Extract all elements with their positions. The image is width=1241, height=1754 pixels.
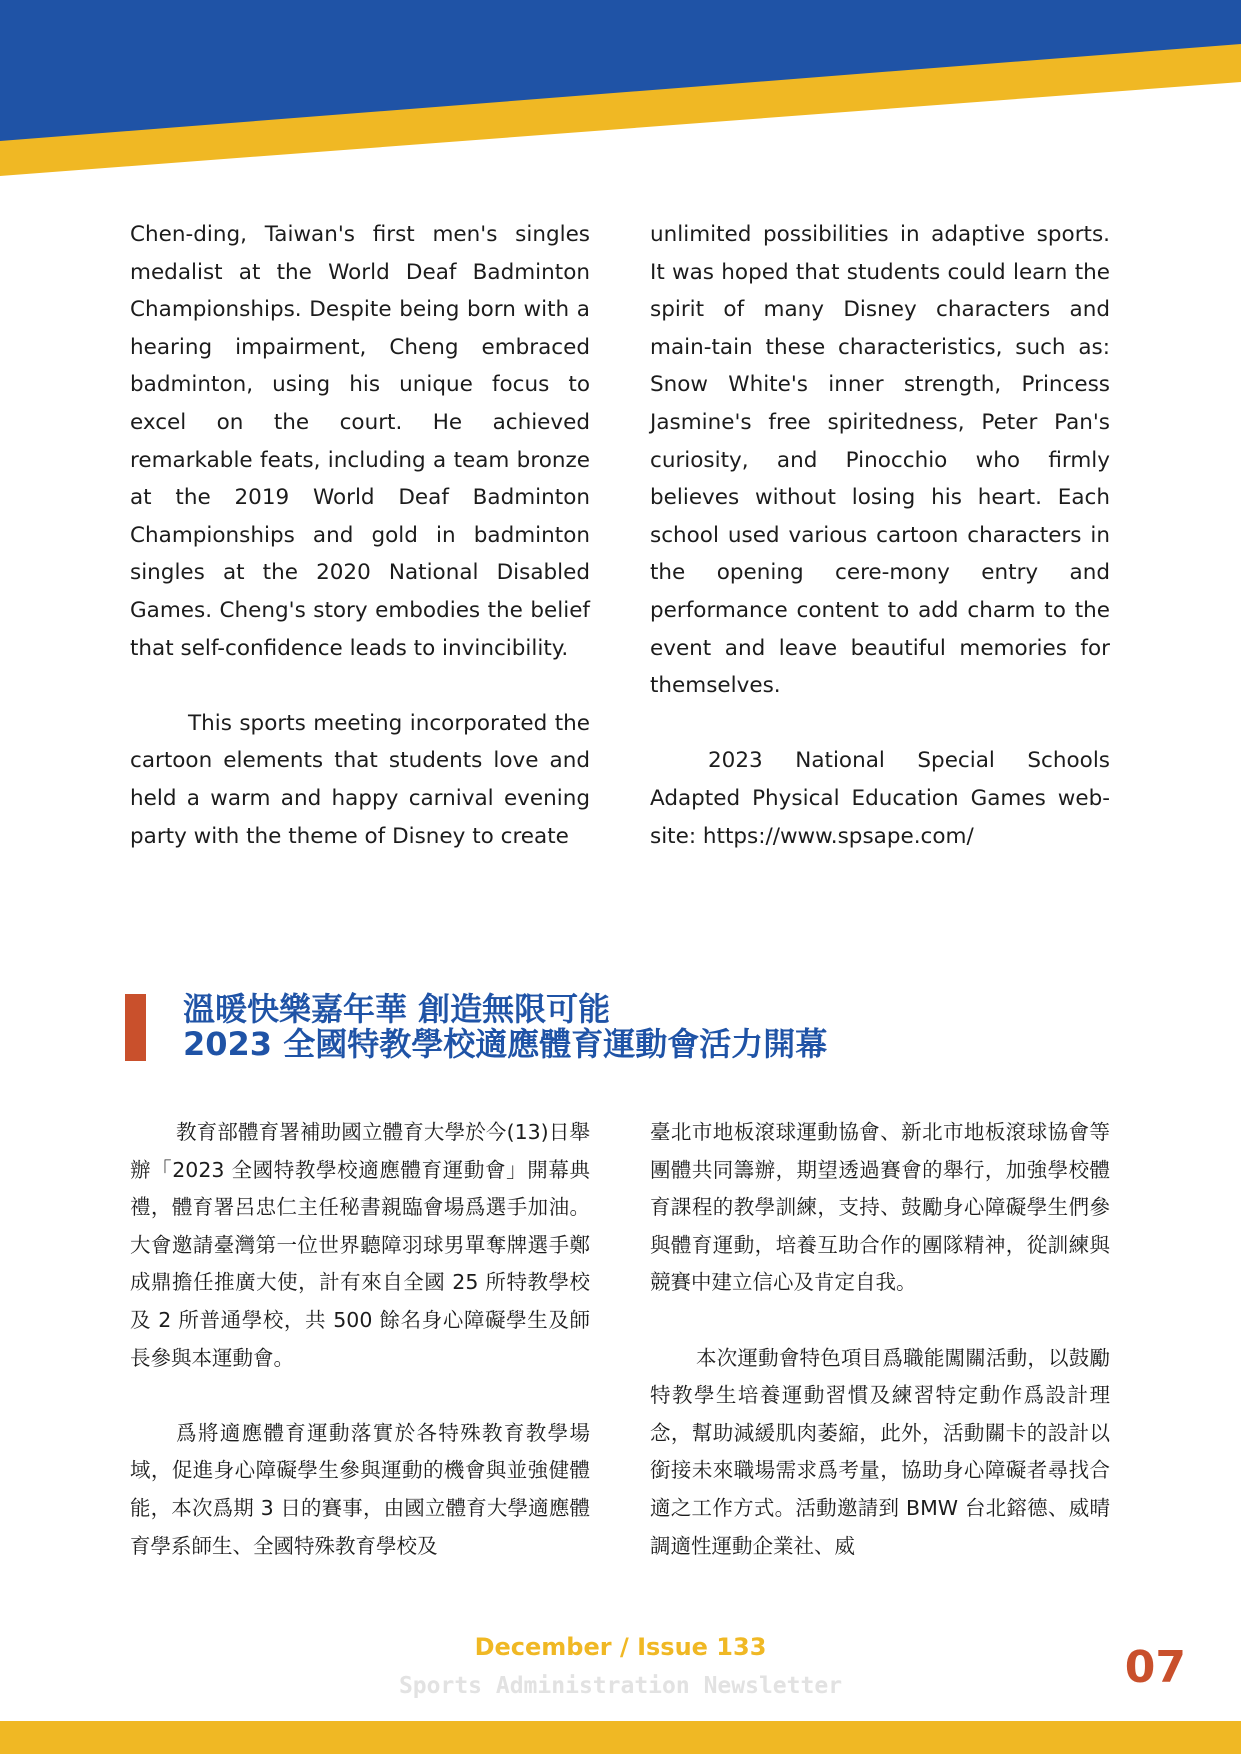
- english-paragraph: 2023 National Special Schools Adapted Physical Education Games web-site: https://www.spsape.com/: [650, 748, 1110, 849]
- header-banner: [0, 0, 1241, 180]
- chinese-paragraph: 本次運動會特色項目爲職能闖關活動，以鼓勵特教學生培養運動習慣及練習特定動作爲設計理念，幫助減緩肌肉萎縮，此外，活動關卡的設計以銜接未來職場需求爲考量，協助身心障礙者尋找合適之工作方式。活動邀請到 BMW 台北鎔德、威晴調適性運動企業社、威: [650, 1345, 1110, 1558]
- footer-newsletter-name: Sports Administration Newsletter: [398, 1673, 843, 1699]
- section-title-line2: 2023 全國特教學校適應體育運動會活力開幕: [183, 1025, 828, 1063]
- section-accent-bar: [125, 994, 146, 1061]
- english-column-right: [650, 216, 1110, 855]
- chinese-paragraph: 爲將適應體育運動落實於各特殊教育教學場域，促進身心障礙學生參與運動的機會與並強健體能，本次爲期 3 日的賽事，由國立體育大學適應體育學系師生、全國特殊教育學校及: [130, 1420, 590, 1558]
- chinese-paragraph: 教育部體育署補助國立體育大學於今(13)日舉辦「2023 全國特教學校適應體育運動會」開幕典禮，體育署呂忠仁主任秘書親臨會場爲選手加油。大會邀請臺灣第一位世界聽障羽球男單奪牌選手鄭成鼎擔任推廣大使，計有來自全國 25 所特教學校及 2 所普通學校，共 500 餘名身心障礙學生及師長參與本運動會。: [130, 1120, 590, 1370]
- page-number: 07: [1124, 1642, 1186, 1693]
- section-title-line1: 溫暖快樂嘉年華 創造無限可能: [183, 990, 611, 1028]
- chinese-paragraph: 臺北市地板滾球運動協會、新北市地板滾球協會等團體共同籌辦，期望透過賽會的舉行，加強學校體育課程的教學訓練，支持、鼓勵身心障礙學生們參與體育運動，培養互助合作的團隊精神，從訓練與競賽中建立信心及肯定自我。: [650, 1120, 1110, 1295]
- footer-issue: December / Issue 133: [474, 1633, 767, 1661]
- chinese-column-right: [650, 1114, 1110, 1565]
- english-paragraph: unlimited possibilities in adaptive sports. It was hoped that students could learn the spirit of many Disney characters and main-tain these characteristics, such as: Snow White's inner strength, Princess Jasmine's free spiritedness, Peter Pan's curiosity, and Pinocchio who firmly believes without losing his heart. Each school used various cartoon characters in the opening cere-mony entry and performance content to add charm to the event and leave beautiful memories for themselves.: [650, 222, 1110, 699]
- english-column-left: [130, 216, 590, 855]
- footer-bar: [0, 1721, 1241, 1754]
- chinese-column-left: [130, 1114, 590, 1565]
- english-paragraph: Chen-ding, Taiwan's first men's singles medalist at the World Deaf Badminton Championships. Despite being born with a hearing impairment, Cheng embraced badminton, using his unique focus to excel on the court. He achieved remarkable feats, including a team bronze at the 2019 World Deaf Badminton Championships and gold in badminton singles at the 2020 National Disabled Games. Cheng's story embodies the belief that self-confidence leads to invincibility.: [130, 222, 590, 661]
- section-title: [183, 992, 1183, 1062]
- english-paragraph: This sports meeting incorporated the cartoon elements that students love and held a warm and happy carnival evening party with the theme of Disney to create: [130, 710, 590, 849]
